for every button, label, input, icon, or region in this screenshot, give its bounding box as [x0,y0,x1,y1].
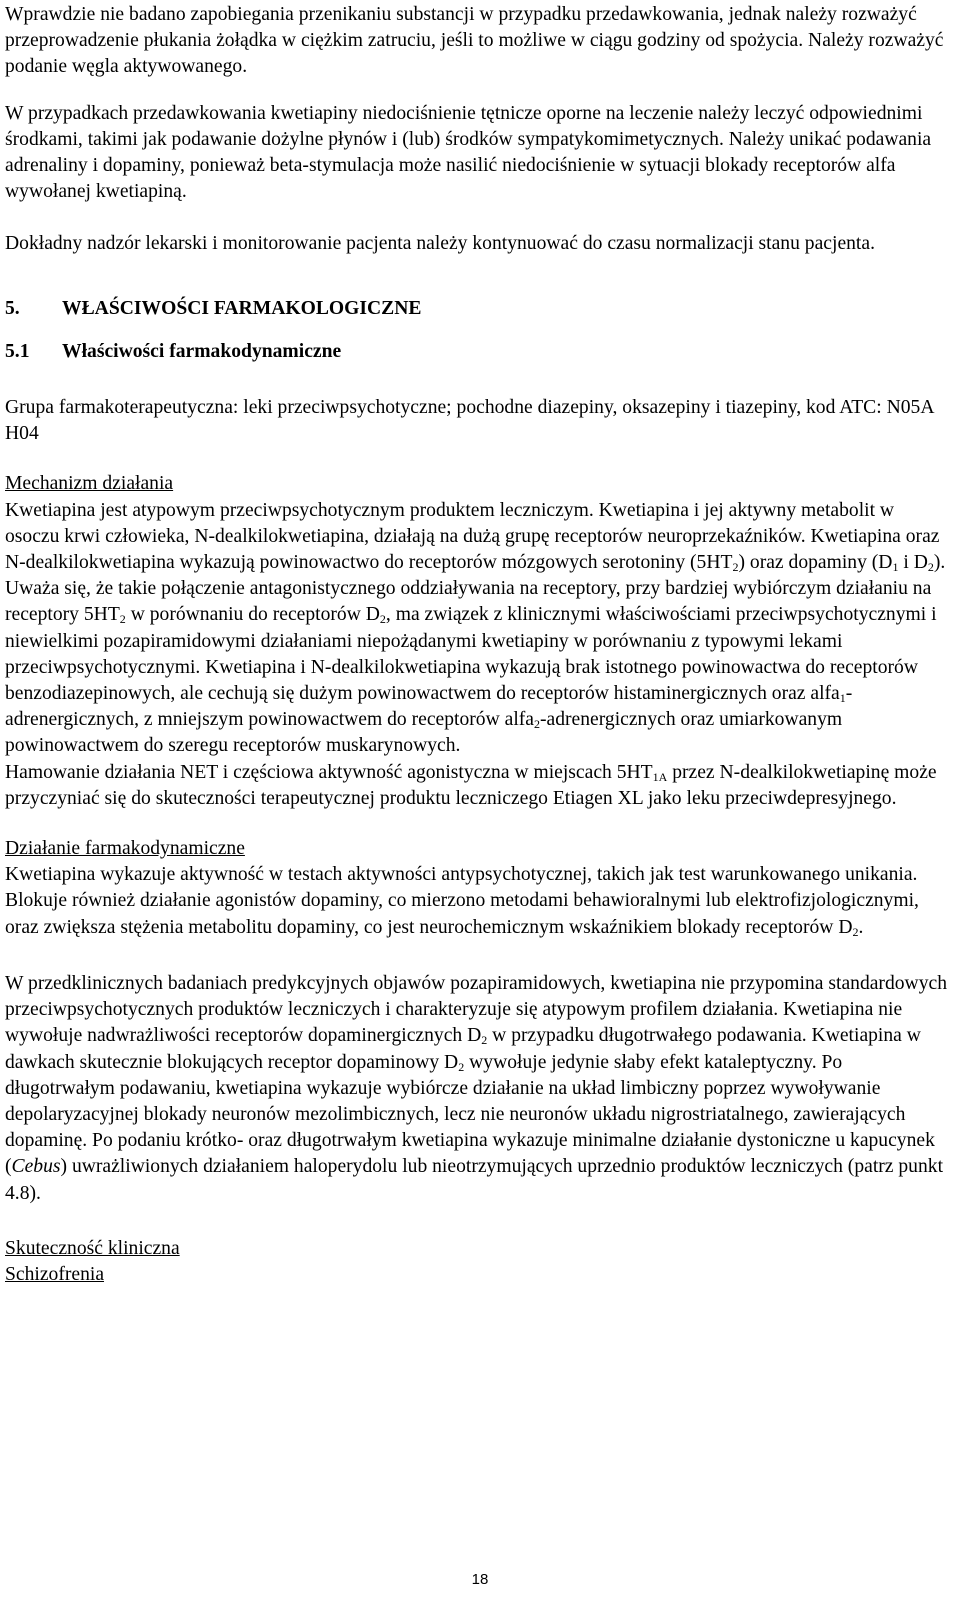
section-5-number: 5. [5,297,20,319]
clinical-efficacy-label: Skuteczność kliniczna [5,1237,180,1259]
section-5-1-number: 5.1 [5,340,30,362]
net-inhibition-paragraph: Hamowanie działania NET i częściowa aktywność agonistyczna w miejscach $5HT_{1A}$ przez N-dealkilokwetiapinę może przyczyniać się do skuteczności terapeutycznej produktu leczniczego Etiagen XL jako leku przeciwdepresyjnego. [5,761,937,809]
pharmacodynamic-effects-paragraph: Kwetiapina wykazuje aktywność w testach aktywności antypsychotycznej, takich jak test warunkowanego unikania. Blokuje również działanie agonistów dopaminy, co mierzono metodami behawioralnymi lub elektrofizjologicznymi, oraz zwiększa stężenia metabolitu dopaminy, co jest neurochemicznym wskaźnikiem blokady receptorów $D_2$. [5,864,919,939]
section-5-title: WŁAŚCIWOŚCI FARMAKOLOGICZNE [62,297,422,319]
document-page [5,2,949,1288]
page-number: 18 [471,1571,489,1588]
pharmacodynamic-effects-label: Działanie farmakodynamiczne [5,838,245,860]
section-5-1-title: Właściwości farmakodynamiczne [62,340,342,362]
section-5-1-heading [5,339,949,365]
monitoring-paragraph: Dokładny nadzór lekarski i monitorowanie pacjenta należy kontynuować do czasu normalizacji stanu pacjenta. [5,233,875,255]
mechanism-of-action-paragraph: Kwetiapina jest atypowym przeciwpsychotycznym produktem leczniczym. Kwetiapina i jej aktywny metabolit w osoczu krwi człowieka, N-dealkilokwetiapina, działają na dużą grupę receptorów neuroprzekaźników. Kwetiapina oraz N-dealkilokwetiapina wykazują powinowactwo do receptorów mózgowych serotoniny $(5HT_2)$ oraz dopaminy ($D_1$ i $D_2$). Uważa się, że takie połączenie antagonistycznego oddziaływania na receptory, przy bardziej wybiórczym działaniu na receptory $5HT_2$ w porównaniu do receptorów $D_2$, ma związek z klinicznymi właściwościami przeciwpsychotycznymi i niewielkimi pozapiramidowymi działaniami niepożądanymi kwetiapiny w porównaniu z typowymi lekami przeciwpsychotycznymi. Kwetiapina i N-dealkilokwetiapina wykazują brak istotnego powinowactwa do receptorów benzodiazepinowych, ale cechują się dużym powinowactwem do receptorów histaminergicznych oraz alfa$_1$-adrenergicznych, z mniejszym powinowactwem do receptorów alfa$_2$-adrenergicznych oraz umiarkowanym powinowactwem do szeregu receptorów muskarynowych. [5,499,946,757]
hypotension-paragraph: W przypadkach przedawkowania kwetiapiny niedociśnienie tętnicze oporne na leczenie należy leczyć odpowiednimi środkami, takimi jak podawanie dożylne płynów i (lub) środków sympatykomimetycznych. Należy unikać podawania adrenaliny i dopaminy, ponieważ beta-stymulacja może nasilić niedociśnienie w sytuacji blokady receptorów alfa wywołanej kwetiapiną. [5,102,932,203]
preclinical-paragraph: W przedklinicznych badaniach predykcyjnych objawów pozapiramidowych, kwetiapina nie przypomina standardowych przeciwpsychotycznych produktów leczniczych i charakteryzuje się atypowym profilem działania. Kwetiapina nie wywołuje nadwrażliwości receptorów dopaminergicznych $D_2$ w przypadku długotrwałego podawania. Kwetiapina w dawkach skutecznie blokujących receptor dopaminowy $D_2$ wywołuje jedynie słaby efekt kataleptyczny. Po długotrwałym podawaniu, kwetiapina wykazuje wybiórcze działanie na układ limbiczny poprzez wywoływanie depolaryzacyjnej blokady neuronów mezolimbicznych, lecz nie neuronów układu nigrostriatalnego, zawierających dopaminę. Po podaniu krótko- oraz długotrwałym kwetiapina wykazuje minimalne działanie dystoniczne u kapucynek (Cebus) uwrażliwionych działaniem haloperydolu lub nieotrzymujących uprzednio produktów leczniczych (patrz punkt 4.8). [5,972,947,1204]
schizophrenia-label: Schizofrenia [5,1263,105,1285]
mechanism-of-action-label: Mechanizm działania [5,473,174,495]
overdose-paragraph: Wprawdzie nie badano zapobiegania przenikaniu substancji w przypadku przedawkowania, jednak należy rozważyć przeprowadzenie płukania żołądka w ciężkim zatruciu, jeśli to możliwe w ciągu godziny od spożycia. Należy rozważyć podanie węgla aktywowanego. [5,4,944,78]
section-5-heading [5,296,949,322]
pharmacotherapeutic-group-paragraph: Grupa farmakoterapeutyczna: leki przeciwpsychotyczne; pochodne diazepiny, oksazepiny i tiazepiny, kod ATC: N05A H04 [5,397,934,445]
